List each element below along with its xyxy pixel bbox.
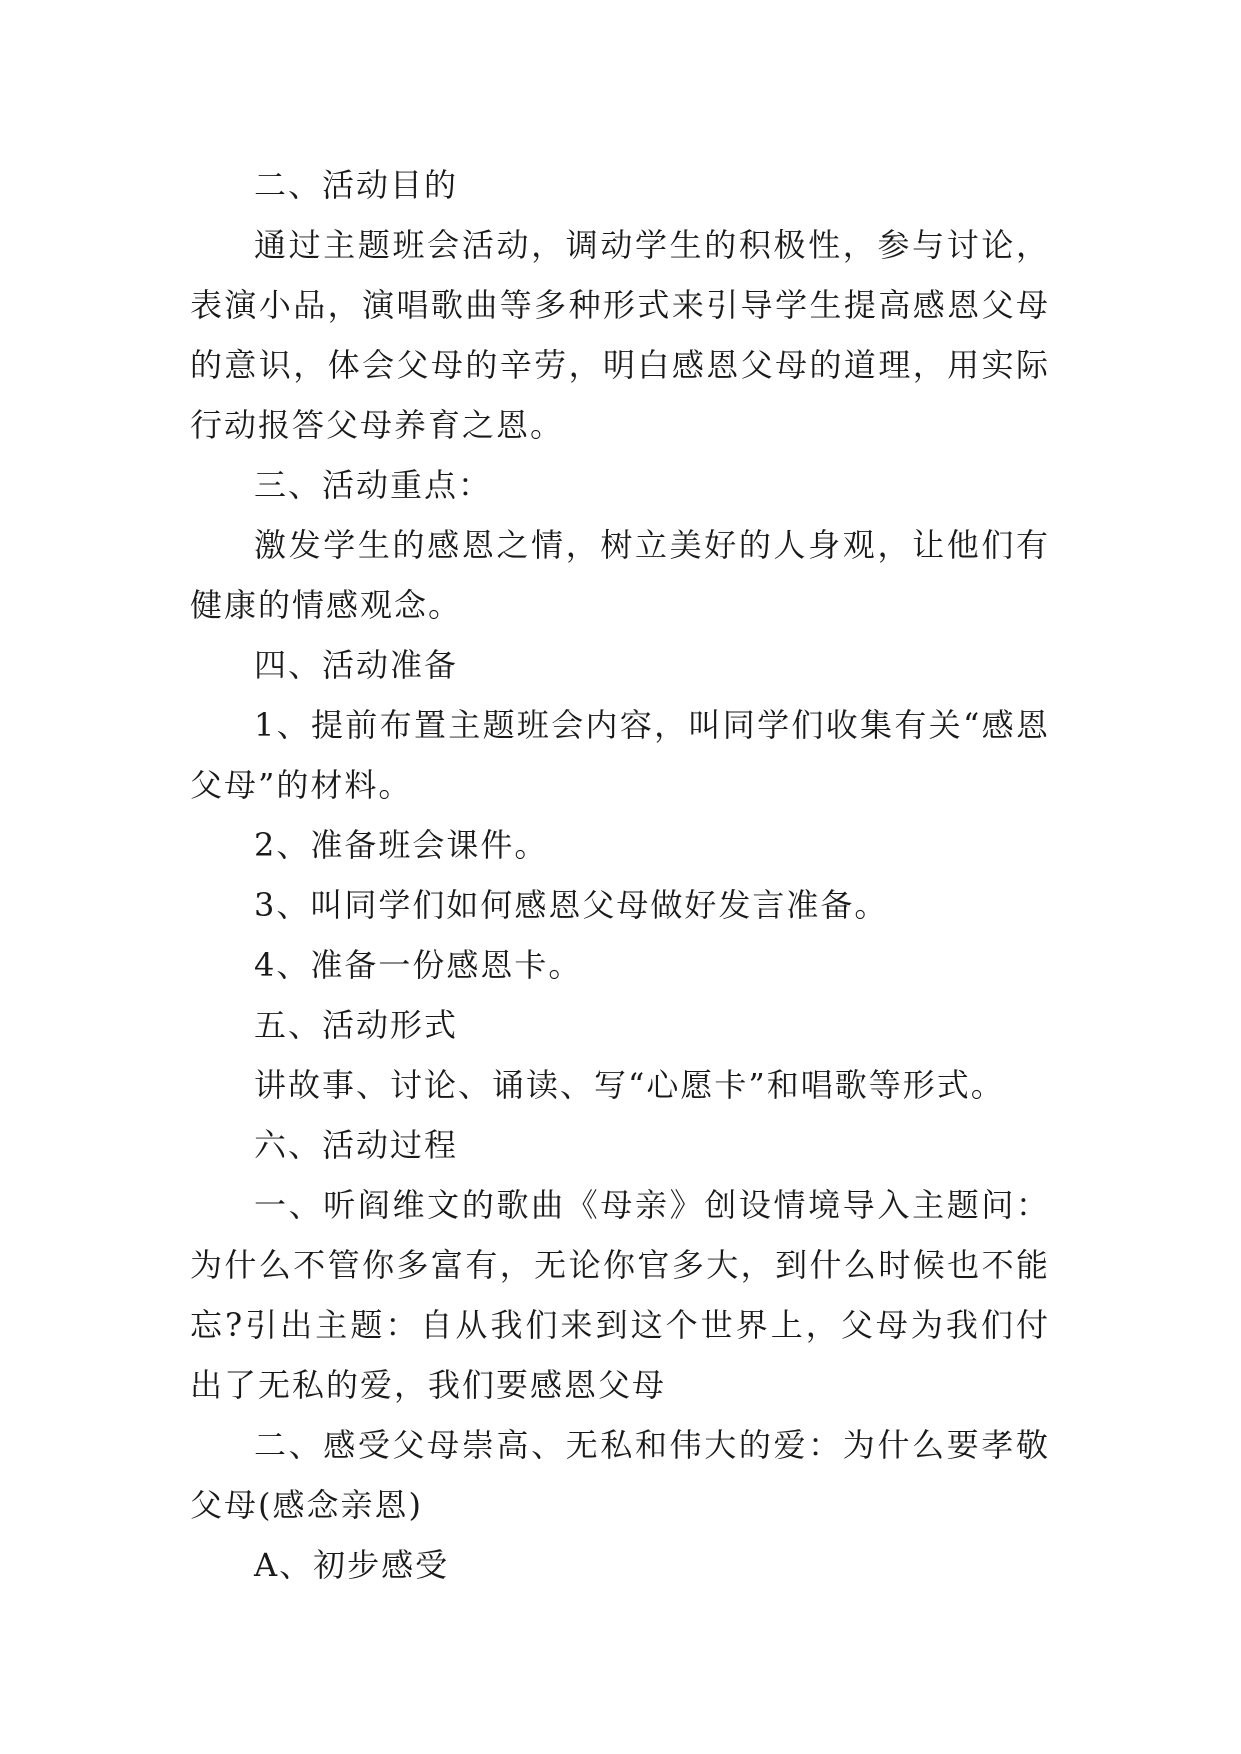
list-item-prep-1: 1、提前布置主题班会内容，叫同学们收集有关“感恩父母”的材料。 (190, 706, 1050, 804)
paragraph-purpose: 通过主题班会活动，调动学生的积极性，参与讨论，表演小品，演唱歌曲等多种形式来引导学生提高感恩父母的意识，体会父母的辛劳，明白感恩父母的道理，用实际行动报答父母养育之恩。 (190, 226, 1050, 444)
section-heading-form: 五、活动形式 (254, 1006, 459, 1044)
section-heading-purpose: 二、活动目的 (254, 166, 459, 204)
list-item-prep-4: 4、准备一份感恩卡。 (254, 946, 583, 984)
paragraph-process-1: 一、听阎维文的歌曲《母亲》创设情境导入主题问：为什么不管你多富有，无论你官多大，到什么时候也不能忘?引出主题：自从我们来到这个世界上，父母为我们付出了无私的爱，我们要感恩父母 (190, 1186, 1050, 1404)
section-heading-process: 六、活动过程 (254, 1126, 459, 1164)
paragraph-focus: 激发学生的感恩之情，树立美好的人身观，让他们有健康的情感观念。 (190, 526, 1050, 624)
paragraph-process-2: 二、感受父母崇高、无私和伟大的爱：为什么要孝敬父母(感念亲恩) (190, 1426, 1050, 1524)
section-heading-focus: 三、活动重点： (254, 466, 493, 504)
paragraph-form: 讲故事、讨论、诵读、写“心愿卡”和唱歌等形式。 (254, 1066, 1005, 1104)
document-body (190, 155, 1050, 1595)
section-heading-preparation: 四、活动准备 (254, 646, 459, 684)
list-item-prep-2: 2、准备班会课件。 (254, 826, 549, 864)
list-item-prep-3: 3、叫同学们如何感恩父母做好发言准备。 (254, 886, 889, 924)
subheading-process-2a: A、初步感受 (254, 1546, 450, 1584)
